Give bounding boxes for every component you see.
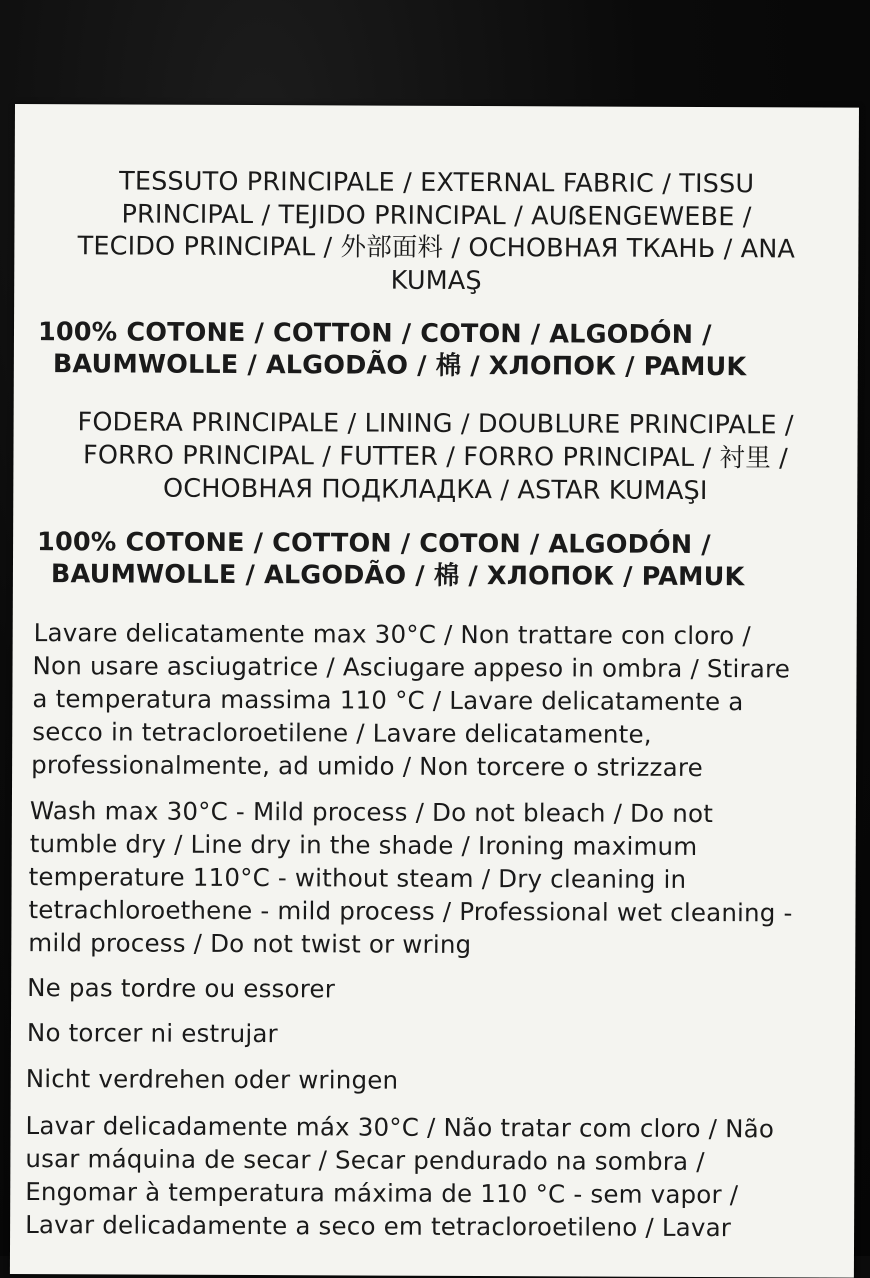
lining-heading-line: FODERA PRINCIPALE / LINING / DOUBLURE PRINCIPALE / [77, 407, 794, 441]
lining-heading-line: ОСНОВНАЯ ПОДКЛАДКА / ASTAR KUMAŞI [162, 473, 708, 507]
care-en-line: tumble dry / Line dry in the shade / Ironing maximum [29, 829, 698, 861]
outer-fabric-heading-line: PRINCIPAL / TEJIDO PRINCIPAL / AUẞENGEWEBE / [121, 199, 752, 233]
lining-heading-line: FORRO PRINCIPAL / FUTTER / FORRO PRINCIPAL / 衬里 / [82, 440, 788, 474]
care-pt-line: Engomar à temperatura máxima de 110 °C - sem vapor / [25, 1177, 739, 1210]
care-label [10, 104, 859, 1278]
care-it-line: secco in tetracloroetilene / Lavare delicatamente, [32, 717, 652, 749]
care-it-line: a temperatura massima 110 °C / Lavare delicatamente a [32, 684, 744, 717]
care-en-line: temperature 110°C - without steam / Dry cleaning in [28, 862, 687, 894]
lining-composition-line: BAUMWOLLE / ALGODÃO / 棉 / ХЛОПОК / PAMUK [50, 559, 745, 593]
care-it-line: Lavare delicatamente max 30°C / Non trattare con cloro / [33, 618, 751, 651]
care-es-line: No torcer ni estrujar [26, 1018, 278, 1049]
care-pt-line: usar máquina de secar / Secar pendurado na sombra / [25, 1144, 705, 1177]
care-en-line: tetrachloroethene - mild process / Professional wet cleaning - [28, 895, 793, 928]
outer-fabric-heading-line: TESSUTO PRINCIPALE / EXTERNAL FABRIC / TISSU [119, 166, 755, 200]
care-fr-line: Ne pas tordre ou essorer [27, 973, 336, 1004]
outer-fabric-heading-line: TECIDO PRINCIPAL / 外部面料 / ОСНОВНАЯ ТКАНЬ / ANA [77, 231, 796, 265]
care-en-line: mild process / Do not twist or wring [28, 928, 472, 959]
care-en-line: Wash max 30°C - Mild process / Do not bleach / Do not [29, 796, 714, 829]
outer-fabric-heading-line: KUMAŞ [390, 265, 482, 297]
outer-fabric-composition-line: 100% COTONE / COTTON / COTON / ALGODÓN / [37, 317, 712, 351]
care-it-line: professionalmente, ad umido / Non torcere o strizzare [31, 750, 703, 783]
care-it-line: Non usare asciugatrice / Asciugare appeso in ombra / Stirare [32, 651, 791, 684]
lining-composition-line: 100% COTONE / COTTON / COTON / ALGODÓN / [37, 527, 711, 561]
care-pt-line: Lavar delicadamente máx 30°C / Não tratar com cloro / Não [25, 1111, 775, 1144]
outer-fabric-composition-line: BAUMWOLLE / ALGODÃO / 棉 / ХЛОПОК / PAMUK [52, 349, 747, 383]
care-pt-line: Lavar delicadamente a seco em tetracloroetileno / Lavar [25, 1210, 732, 1243]
care-de-line: Nicht verdrehen oder wringen [25, 1064, 399, 1095]
